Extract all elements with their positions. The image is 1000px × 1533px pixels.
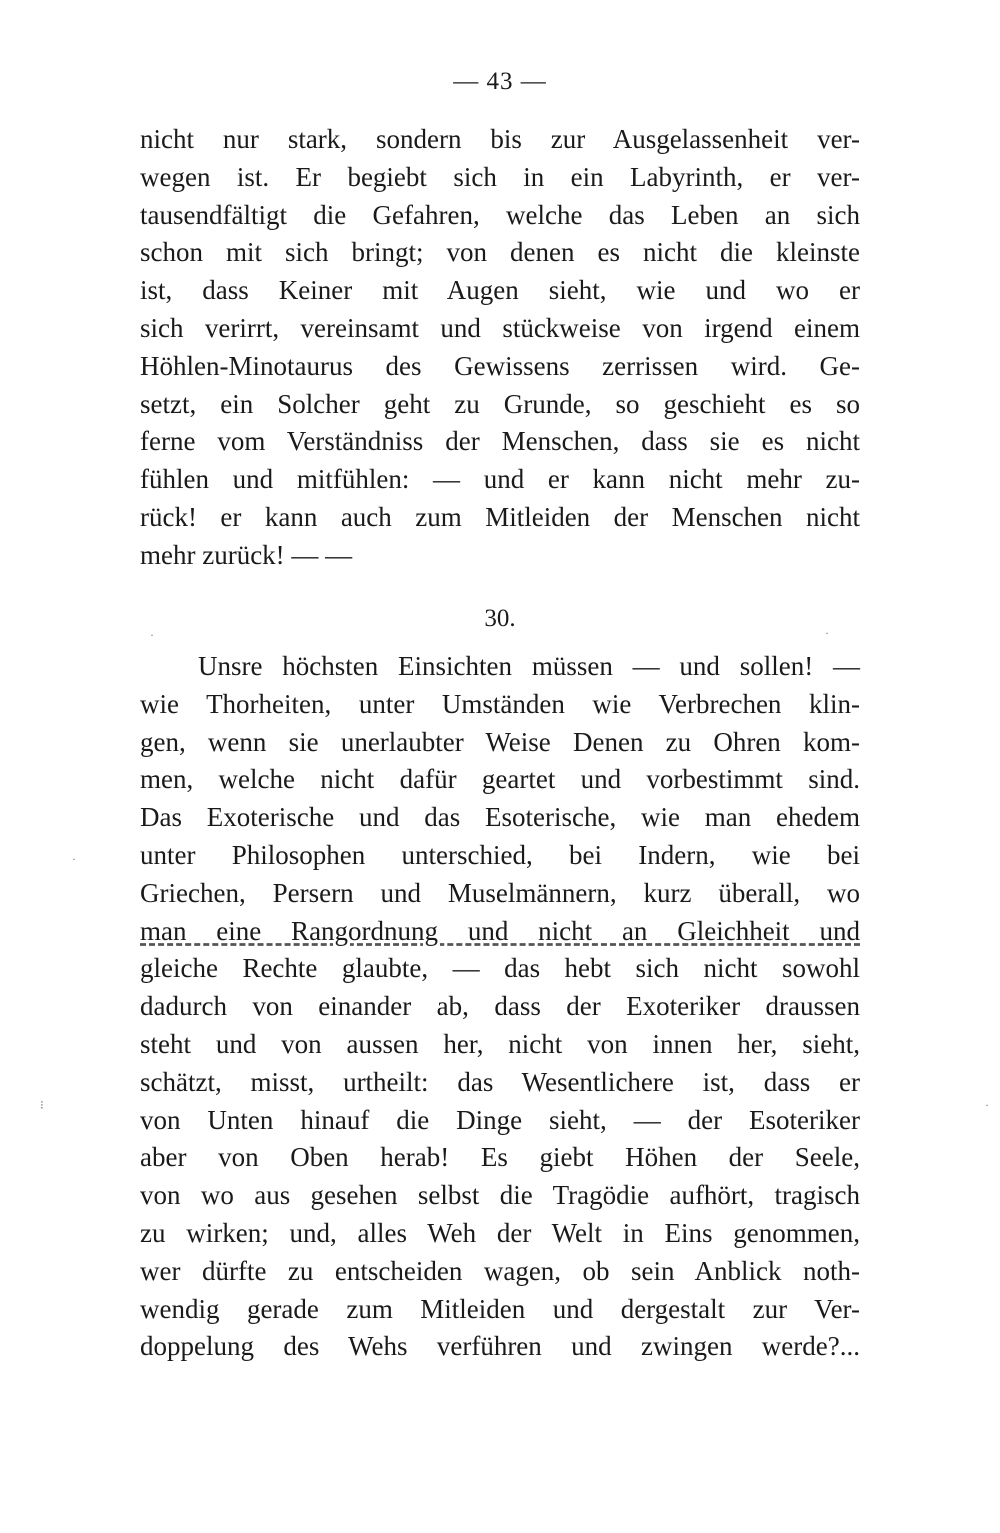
scan-speck: ·	[985, 1098, 989, 1112]
page-number: — 43 —	[453, 68, 547, 95]
text-line: rück! er kann auch zum Mitleiden der Menschen nicht	[140, 501, 860, 532]
text-line: wegen ist. Er begiebt sich in ein Labyrinth, er ver-	[140, 161, 860, 192]
text-line: schon mit sich bringt; von denen es nicht die kleinste	[140, 237, 860, 268]
text-line: gen, wenn sie unerlaubter Weise Denen zu Ohren kom-	[140, 726, 860, 757]
text-line: fühlen und mitfühlen: — und er kann nicht mehr zu-	[140, 464, 860, 495]
text-line: Griechen, Persern und Muselmännern, kurz überall, wo	[140, 877, 860, 908]
text-line: wer dürfte zu entscheiden wagen, ob sein Anblick noth-	[140, 1255, 860, 1286]
scan-speck: ·	[72, 852, 76, 866]
text-line: sich verirrt, vereinsamt und stückweise von irgend einem	[140, 312, 860, 343]
text-line: setzt, ein Solcher geht zu Grunde, so geschieht es so	[140, 388, 860, 419]
section-number: 30.	[484, 605, 516, 632]
text-line: schätzt, misst, urtheilt: das Wesentlichere ist, dass er	[140, 1066, 860, 1097]
text-line: gleiche Rechte glaubte, — das hebt sich nicht sowohl	[140, 953, 860, 984]
text-line: ist, dass Keiner mit Augen sieht, wie und wo er	[140, 275, 860, 306]
text-line: Das Exoterische und das Esoterische, wie man ehedem	[140, 802, 860, 833]
text-line: wie Thorheiten, unter Umständen wie Verbrechen klin-	[140, 688, 860, 719]
text-line: doppelung des Wehs verführen und zwingen werde?...	[140, 1331, 860, 1362]
text-line: tausendfältigt die Gefahren, welche das Leben an sich	[140, 199, 860, 230]
text-line: von Unten hinauf die Dinge sieht, — der Esoteriker	[140, 1104, 860, 1135]
paragraph-continued	[140, 121, 860, 575]
text-line: Höhlen-Minotaurus des Gewissens zerrissen wird. Ge-	[140, 350, 860, 381]
scan-speck: ·	[150, 628, 154, 642]
scan-speck: ⁝	[40, 1098, 44, 1112]
text-line: Unsre höchsten Einsichten müssen — und sollen! —	[198, 651, 860, 681]
text-line: men, welche nicht dafür geartet und vorbestimmt sind.	[140, 764, 860, 795]
text-line: nicht nur stark, sondern bis zur Ausgelassenheit ver-	[140, 124, 860, 154]
aphorism-paragraph	[140, 648, 860, 1366]
text-line: dadurch von einander ab, dass der Exoteriker draussen	[140, 991, 860, 1022]
text-line: ferne vom Verständniss der Menschen, dass sie es nicht	[140, 426, 860, 457]
text-line: steht und von aussen her, nicht von innen her, sieht,	[140, 1028, 860, 1059]
text-line: zu wirken; und, alles Weh der Welt in Eins genommen,	[140, 1217, 860, 1248]
text-line: von wo aus gesehen selbst die Tragödie aufhört, tragisch	[140, 1180, 860, 1211]
underlined-text-line: man eine Rangordnung und nicht an Gleichheit und	[140, 915, 860, 946]
text-line: wendig gerade zum Mitleiden und dergestalt zur Ver-	[140, 1293, 860, 1324]
text-line: unter Philosophen unterschied, bei Indern, wie bei	[140, 839, 860, 870]
scan-speck: ·	[825, 626, 829, 640]
text-line: mehr zurück! — —	[140, 539, 353, 570]
text-line: aber von Oben herab! Es giebt Höhen der Seele,	[140, 1142, 860, 1173]
